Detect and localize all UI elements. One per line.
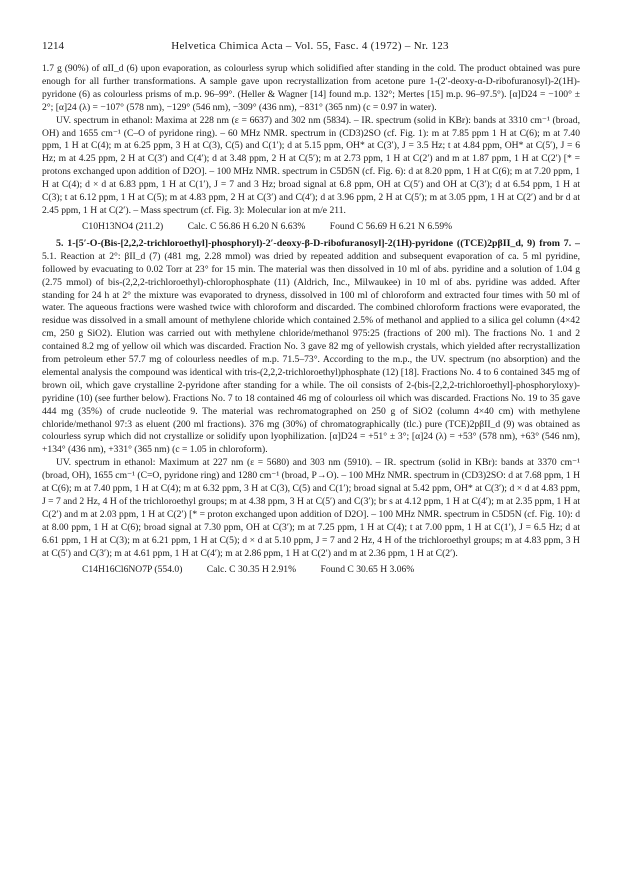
section-5-paragraph [42,238,580,457]
elemental-analysis-1 [42,220,580,233]
formula-1-compound: C10H13NO4 (211.2) [82,220,164,232]
paragraph-spectra-1: UV. spectrum in ethanol: Maxima at 228 nm (ε = 6637) and 302 nm (5834). – IR. spectrum (solid in KBr): bands at 3310 cm⁻¹ (broad, OH) and 1655 cm⁻¹ (C–O of pyridone ring). – 60 MHz NMR. spectrum in (CD3)2SO (cf. Fig. 1): m at 7.85 ppm 1 H at C(6); m at 7.40 ppm, 1 H at C(4); m at 6.25 ppm, 3 H at C(3), C(5) and C(1′); d at 5.15 ppm, OH* at C(3′), J = 3.5 Hz; t at 4.84 ppm, OH* at C(5′), J = 6 Hz; m at 4.25 ppm, 2 H at C(3′) and C(4′); d at 3.48 ppm, 2 H at C(5′); m at 2.73 ppm, 1 H at C(2′) and m at 1.87 ppm, 1 H at C(2′) [* = protons exchanged upon addition of D2O]. – 100 MHz NMR. spectrum in C5D5N (cf. Fig. 6): d at 8.20 ppm, 1 H at C(6); m at 7.20 ppm, 1 H at C(4); d × d at 6.83 ppm, 1 H at C(1′), J = 7 and 3 Hz; broad signal at 6.8 ppm, OH at C(5′) and OH at C(3′); d at 6.54 ppm, 1 H at C(3); t at 6.12 ppm, 1 H at C(5); m at 4.83 ppm, 2 H at C(3′) and C(4′); d at 3.96 ppm, 2 H at C(5′); m at 3.05 ppm, 1 H at C(2′) and br d at 2.45 ppm, 1 H at C(2′). – Mass spectrum (cf. Fig. 3): Molecular ion at m/e 211. [42,114,580,216]
formula-1-calc: Calc. C 56.86 H 6.20 N 6.63% [187,220,306,232]
journal-title: Helvetica Chimica Acta – Vol. 55, Fasc. 4 (1972) – Nr. 123 [171,40,449,52]
section-5-body: 5.1. Reaction at 2°: βII_d (7) (481 mg, 2.28 mmol) was dried by repeated addition and subsequent evaporation of ca. 5 ml pyridine, followed by evacuating to 0.02 Torr at 23° for 15 min. The material was then dissolved in 10 ml of abs. pyridine and a solution of 1.04 g (2.75 mmol) of bis-(2,2,2-trichloroethyl)-chlorophosphate (11) (Aldrich, Inc., Milwaukee) in 10 ml of abs. pyridine was added. After standing for 24 h at 2° the mixture was evaporated to dryness, dissolved in 100 ml of chloroform and extracted four times with 50 ml of water. The aqueous fractions were washed twice with chloroform and discarded. The combined chloroform fractions were evaporated, the residue was dissolved in a small amount of methylene chloride which contained 2.5% of methanol and applied to a silica gel column (4×42 cm, 250 g SiO2). Elution was carried out with methylene chloride/methanol 975:25 (fractions of 200 ml). The fractions No. 1 and 2 contained 8.2 mg of yellow oil which was discarded. Fraction No. 3 gave 82 mg of yellowish crystals, which yielded after recrystallization from petroleum ether 57.7 mg of colourless needles of m.p. 71.5–73°. According to the m.p., the UV. spectrum (no absorption) and the elemental analysis the compound was identical with tris-(2,2,2-trichloroethyl)phosphate (12) [18]. Fractions No. 4 to 6 contained 345 mg of brown oil, which gave crystalline 2-pyridone after standing for a while. The oil consists of 2-(bis-[2,2,2-trichloroethyl]-phosphoryloxy)-pyridine (10) (see further below). Fractions No. 7 to 18 contained 46 mg of colourless oil which was discarded. Fractions No. 19 to 35 gave 444 mg (35%) of crude nucleotide 9. The material was rechromatographed on 250 g of SiO2 (column 4×40 cm) with methylene chloride/methanol 97:3 as eluent (200 ml fractions). 376 mg (30%) of chromatographically (tlc.) pure (TCE)2pβII_d (9) was obtained as colourless syrup which did not crystallize or solidify upon lyophilization. [α]D24 = +51° ± 3°; [α]24 (λ) = +53° (578 nm), +63° (546 nm), +134° (436 nm), +331° (365 nm) (c = 1.05 in chloroform). [42,250,580,456]
elemental-analysis-2 [42,563,580,576]
formula-2-calc: Calc. C 30.35 H 2.91% [206,563,297,575]
formula-1-found: Found C 56.69 H 6.21 N 6.59% [329,220,453,232]
paper-page [42,40,580,576]
paragraph-1: 1.7 g (90%) of αII_d (6) upon evaporation, as colourless syrup which solidified after standing in the cold. The product obtained was pure enough for all further transformations. A sample gave upon recrystallization from acetone pure 1-(2′-deoxy-α-D-ribofuranosyl)-2(1H)-pyridone (6) as colourless prisms of m.p. 96–99°. (Heller & Wagner [14] found m.p. 132°; Mertes [15] m.p. 96–97.5°). [α]D24 = −100° ± 2°; [α]24 (λ) = −107° (578 nm), −129° (546 nm), −309° (436 nm), −831° (365 nm) (c = 0.97 in water). [42,63,580,113]
formula-2-compound: C14H16Cl6NO7P (554.0) [82,563,183,575]
formula-2-found: Found C 30.65 H 3.06% [320,563,415,575]
page-number: 1214 [42,40,64,52]
running-header [42,40,580,53]
paragraph-spectra-2: UV. spectrum in ethanol: Maximum at 227 nm (ε = 5680) and 303 nm (5910). – IR. spectrum (solid in KBr): bands at 3370 cm⁻¹ (broad, OH), 1655 cm⁻¹ (C=O, pyridone ring) and 1280 cm⁻¹ (broad, P→O). – 100 MHz NMR. spectrum in (CD3)2SO: d at 7.68 ppm, 1 H at C(6); m at 7.40 ppm, 1 H at C(4); m at 6.32 ppm, 3 H at C(3), C(5) and C(1′); broad signal at 5.42 ppm, OH* at C(3′); d × d at 4.83 ppm, J = 7 and 2 Hz, 4 H of the trichloroethyl groups; m at 4.38 ppm, 3 H at C(5′) and C(3′); br s at 4.12 ppm, 1 H at C(4′); m at 2.35 ppm, 1 H at C(2′) and m at 2.03 ppm, 1 H at C(2′) [* = proton exchanged upon addition of D2O]. – 100 MHz NMR. spectrum in C5D5N (cf. Fig. 10): d at 8.00 ppm, 1 H at C(6); broad signal at 7.30 ppm, OH at C(3′); m at 7.25 ppm, 1 H at C(4); t at 7.00 ppm, 1 H at C(1′), J = 6.5 Hz; d at 6.61 ppm, 1 H at C(3); m at 6.21 ppm, 1 H at C(5); d × d at 5.10 ppm, J = 7 and 2 Hz, 4 H of the trichloroethyl groups; m at 4.83 ppm, 3 H at C(5′) and C(3′); m at 4.61 ppm, 1 H at C(4′); m at 2.86 ppm, 1 H at C(2′) and m at 2.36 ppm, 1 H at C(2′). [42,457,580,559]
section-5-heading: 5. 1-[5′-O-(Bis-[2,2,2-trichloroethyl]-phosphoryl)-2′-deoxy-β-D-ribofuranosyl]-2(1H)-pyridone ((TCE)2pβII_d, 9) from 7. – [56,237,580,249]
